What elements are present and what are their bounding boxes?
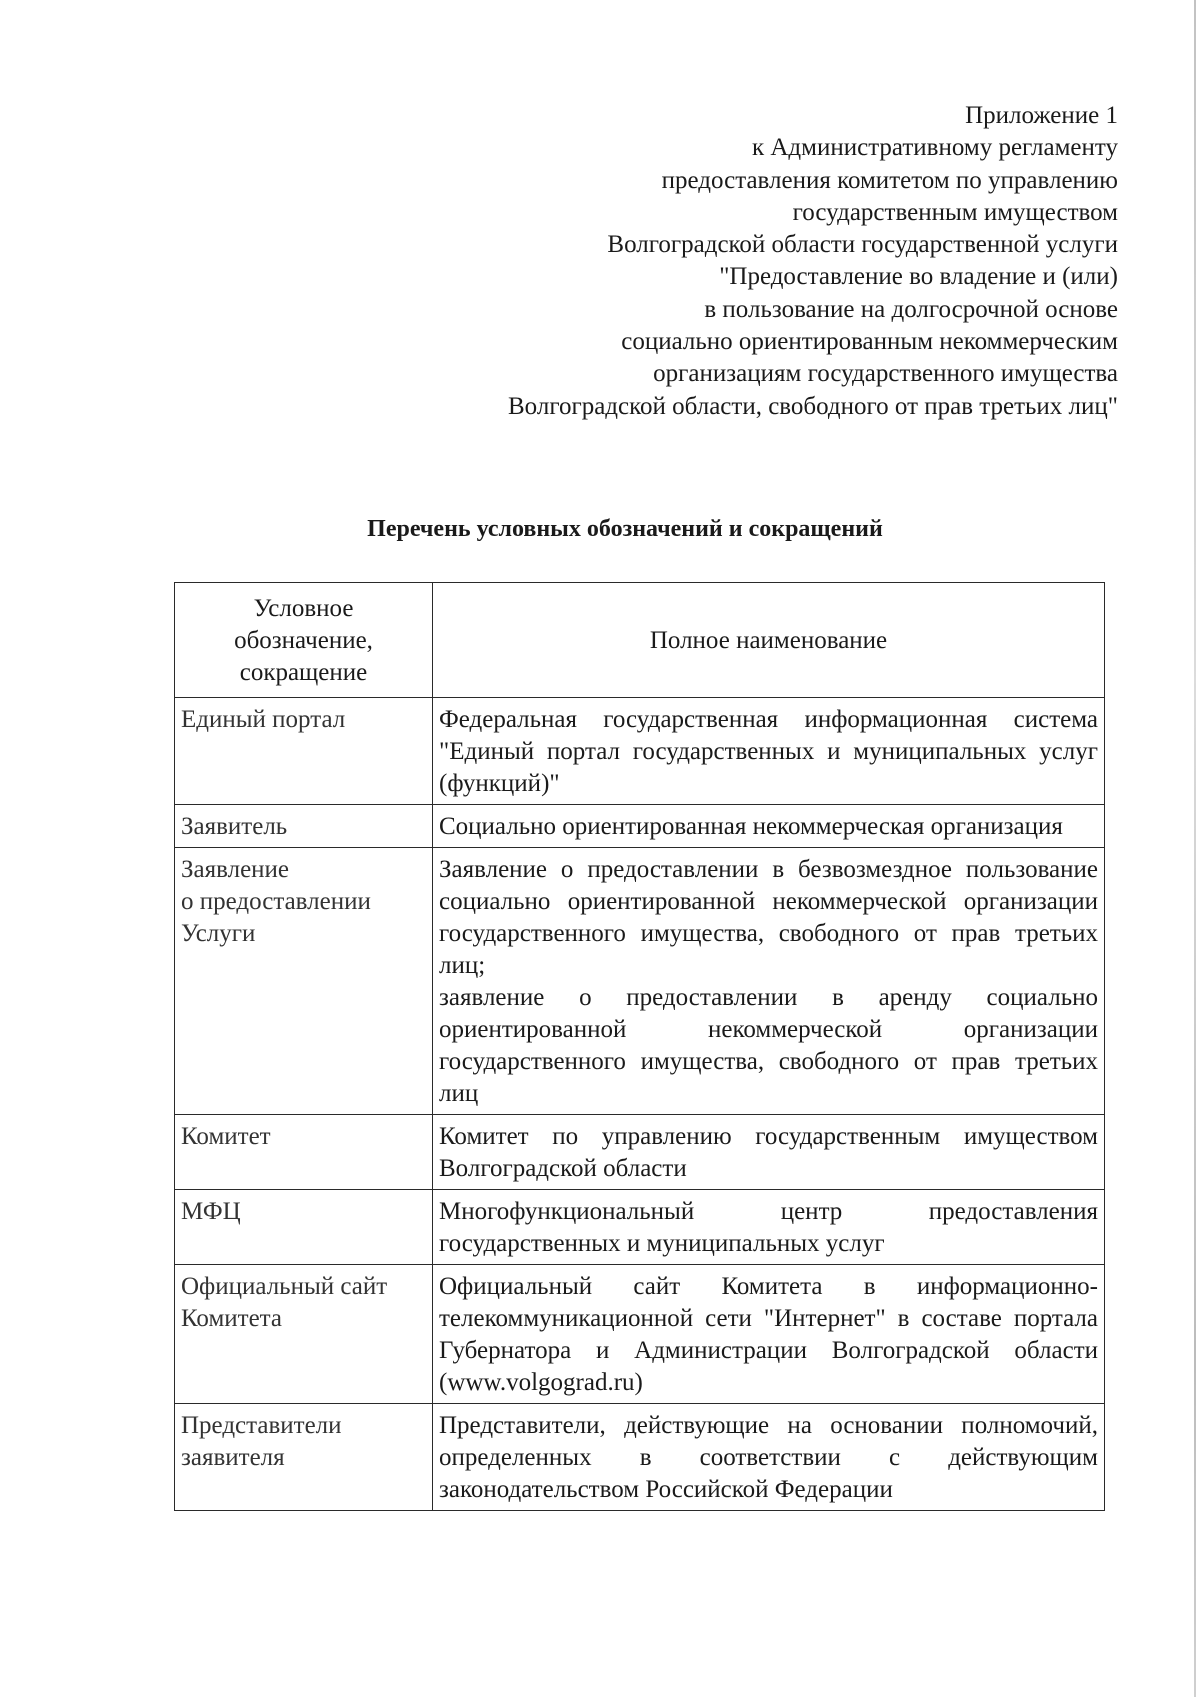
header-term (175, 583, 433, 698)
table-row (175, 1265, 1105, 1404)
appendix-header (358, 100, 1118, 423)
term-cell (175, 1404, 433, 1511)
full-name-cell: Социально ориентированная некоммерческая организация (433, 805, 1105, 848)
term-line: Услуги (181, 920, 256, 947)
term-line: Комитет (181, 1123, 271, 1150)
term-cell (175, 1190, 433, 1265)
full-name-cell: Официальный сайт Комитета в информационно-телекоммуникационной сети "Интернет" в составе портала Губернатора и Администрации Волгоградской области (www.volgograd.ru) (433, 1265, 1105, 1404)
appendix-line: предоставления комитетом по управлению (661, 166, 1118, 194)
full-name-cell (433, 848, 1105, 1115)
table-row (175, 698, 1105, 805)
full-name-paragraph: Заявление о предоставлении в безвозмездное пользование социально ориентированной некоммерческой организации государственного имущества, свободного от прав третьих лиц; (439, 856, 1098, 979)
appendix-line: организациям государственного имущества (653, 360, 1118, 388)
term-cell (175, 805, 433, 848)
term-cell (175, 848, 433, 1115)
header-term-line: сокращение (239, 659, 368, 686)
document-title: Перечень условных обозначений и сокращений (367, 516, 883, 542)
term-cell (175, 1115, 433, 1190)
full-name-cell: Федеральная государственная информационная система "Единый портал государственных и муниципальных услуг (функций)" (433, 698, 1105, 805)
appendix-line: Приложение 1 (965, 102, 1118, 129)
header-term-line: обозначение, (234, 627, 373, 654)
appendix-line: в пользование на долгосрочной основе (704, 295, 1118, 323)
term-line: Заявление (181, 856, 290, 883)
scan-edge-shadow (1194, 0, 1196, 1697)
header-term-line: Условное (253, 595, 354, 622)
term-line: о предоставлении (181, 888, 371, 915)
appendix-line: Волгоградской области, свободного от прав третьих лиц" (508, 392, 1118, 420)
table-row (175, 1404, 1105, 1511)
term-line: Комитета (181, 1305, 283, 1332)
table-row (175, 1115, 1105, 1190)
term-cell (175, 1265, 433, 1404)
table-row (175, 1190, 1105, 1265)
table-header-row (175, 583, 1105, 698)
term-line: заявителя (181, 1444, 285, 1471)
full-name-cell: Представители, действующие на основании полномочий, определенных в соответствии с действующим законодательством Российской Федерации (433, 1404, 1105, 1511)
full-name-paragraph: заявление о предоставлении в аренду социально ориентированной некоммерческой организации государственного имущества, свободного от прав третьих лиц (439, 984, 1098, 1107)
term-cell (175, 698, 433, 805)
term-line: Официальный сайт (181, 1273, 388, 1300)
term-line: Представители (181, 1412, 342, 1439)
appendix-line: Волгоградской области государственной услуги (607, 231, 1118, 259)
term-line: МФЦ (181, 1198, 241, 1225)
appendix-line: государственным имуществом (792, 198, 1118, 226)
term-line: Единый портал (181, 706, 346, 733)
term-line: Заявитель (181, 813, 288, 840)
table-row (175, 848, 1105, 1115)
appendix-line: социально ориентированным некоммерческим (621, 328, 1118, 356)
full-name-cell: Комитет по управлению государственным имуществом Волгоградской области (433, 1115, 1105, 1190)
appendix-line: к Административному регламенту (751, 134, 1118, 162)
abbreviations-table (174, 582, 1105, 1511)
header-full-name: Полное наименование (433, 583, 1105, 698)
full-name-cell: Многофункциональный центр предоставления государственных и муниципальных услуг (433, 1190, 1105, 1265)
table-row (175, 805, 1105, 848)
appendix-line: "Предоставление во владение и (или) (719, 263, 1118, 291)
